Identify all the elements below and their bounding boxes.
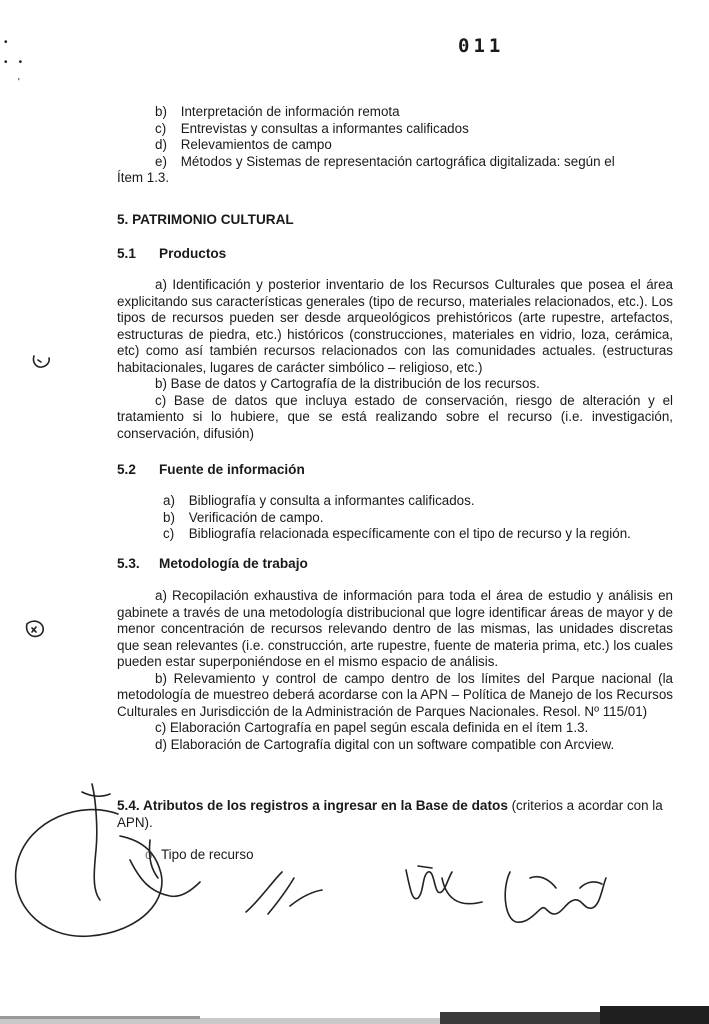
- list-item: a) Bibliografía y consulta a informantes calificados.: [163, 493, 475, 508]
- top-list: [117, 104, 673, 187]
- paragraph: [117, 277, 673, 442]
- paragraph-a: a) Identificación y posterior inventario de los Recursos Culturales que posea el área explicitando sus características generales (tipo de recurso, materiales relacionados, etc.). Los tipos de recursos pueden ser desde arqueológicos prehistóricos (arte rupestre, artefactos, estructuras de piedra, etc.) históricos (construcciones, materiales en vidrio, loza, cerámica, etc) como así también recursos relacionados con las comunidades actuales. (estructuras habitacionales, lugares de carácter simbólico – religioso, etc.): [117, 277, 673, 375]
- list-item: b) Verificación de campo.: [163, 509, 324, 525]
- signature-icon: [398, 858, 488, 928]
- paragraph-c: c) Base de datos que incluya estado de conservación, riesgo de alteración y el tratamiento si lo hubiere, que se está realizando sobre el recurso (i.e. investigación, conservación, difusión): [117, 392, 673, 441]
- signature-icon: [238, 862, 328, 922]
- paragraph: [117, 588, 673, 753]
- page-number: 011: [458, 35, 505, 57]
- list-item: c) Bibliografía relacionada específicamente con el tipo de recurso y la región.: [163, 526, 631, 541]
- paragraph-b: b) Relevamiento y control de campo dentro de los límites del Parque nacional (la metodología de muestreo deberá acordarse con la APN – Política de Manejo de los Recursos Culturales en Jurisdicción de la Administración de Parques Nacionales. Resol. Nº 115/01): [117, 670, 673, 719]
- subsection-heading: 5.3. Metodología de trabajo: [117, 556, 308, 571]
- margin-dots-icon: • • • ': [4, 37, 23, 88]
- paragraph-c: c) Elaboración Cartografía en papel según escala definida en el ítem 1.3.: [155, 720, 589, 735]
- subsection-heading: 5.4. Atributos de los registros a ingresar en la Base de datos (criterios a acordar con la APN).: [117, 798, 663, 830]
- list-continuation: Ítem 1.3.: [117, 170, 170, 185]
- paragraph-a: a) Recopilación exhaustiva de información para toda el área de estudio y análisis en gabinete a través de una metodología distribucional que logre identificar áreas de mayor y de menor concentración de recursos relevando dentro de las mismas, las unidades discretas que sean relevantes (i.e. construcción, arte rupestre, fuente de materia prima, etc.) los cuales pueden estar superponiéndose en el mismo espacio de análisis.: [117, 588, 673, 669]
- margin-mark-icon: [30, 352, 54, 372]
- subsection-heading: 5.2 Fuente de información: [117, 462, 305, 477]
- signature-icon: [490, 858, 620, 938]
- margin-mark-icon: [22, 618, 48, 642]
- subsection-heading: 5.1 Productos: [117, 246, 227, 261]
- list-item: e) Métodos y Sistemas de representación cartográfica digitalizada: según el: [155, 153, 615, 169]
- paragraph-b: b) Base de datos y Cartografía de la distribución de los recursos.: [155, 376, 540, 391]
- section-title: 5. PATRIMONIO CULTURAL: [117, 212, 294, 227]
- list-item: b) Interpretación de información remota: [155, 104, 400, 119]
- scan-noise-strip: [0, 1000, 709, 1024]
- list-item: o Tipo de recurso: [145, 847, 254, 862]
- source-list: [117, 493, 673, 543]
- paragraph-d: d) Elaboración de Cartografía digital con un software compatible con Arcview.: [155, 736, 615, 752]
- signature-loop-icon: [0, 770, 240, 970]
- list-item: c) Entrevistas y consultas a informantes calificados: [155, 120, 469, 136]
- list-item: d) Relevamientos de campo: [155, 137, 332, 152]
